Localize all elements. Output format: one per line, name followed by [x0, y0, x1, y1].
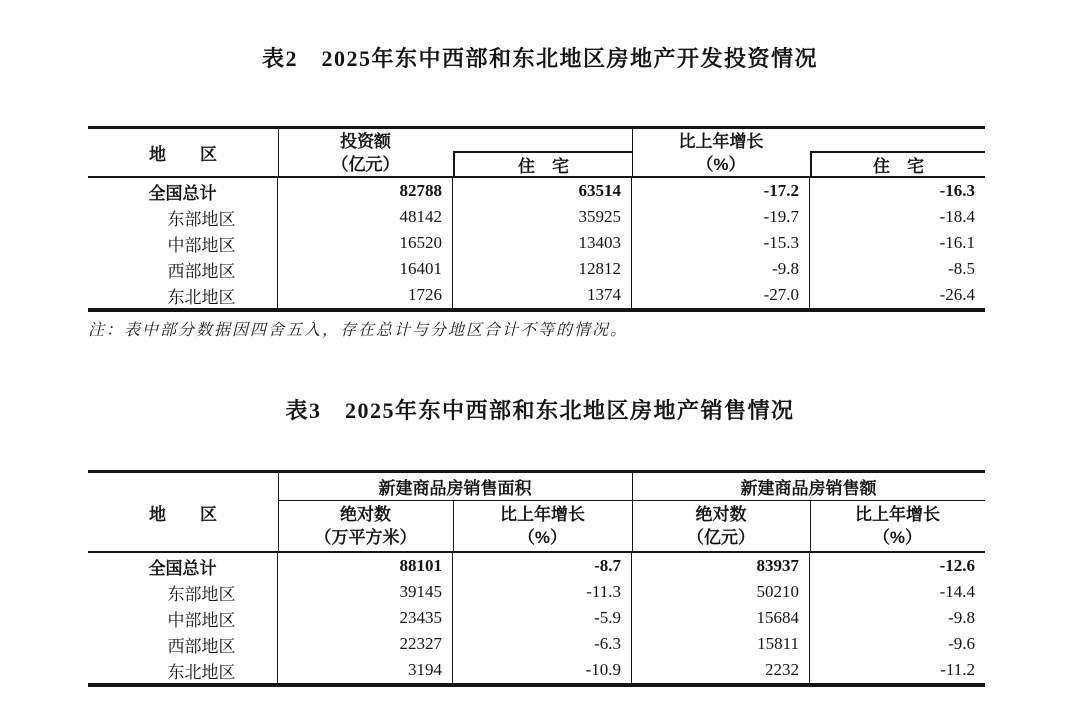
- region-cell: 中部地区: [88, 605, 278, 631]
- value-cell: 3194: [278, 657, 453, 683]
- table2-header: [88, 129, 985, 178]
- header-region-cell: 地 区: [149, 145, 217, 164]
- column-divider: [632, 473, 633, 551]
- region-cell: 全国总计: [88, 178, 278, 204]
- value-cell: -17.2: [632, 178, 810, 204]
- region-cell: 中部地区: [88, 230, 278, 256]
- value-cell: 22327: [278, 631, 453, 657]
- region-cell: 东北地区: [88, 657, 278, 683]
- region-cell: 东部地区: [88, 579, 278, 605]
- header-growth-cell: [632, 129, 810, 176]
- value-cell: -8.7: [453, 553, 632, 579]
- header-investment-line2: （亿元）: [331, 154, 400, 174]
- header-growth-line2: （%）: [696, 154, 746, 174]
- value-cell: 15684: [632, 605, 810, 631]
- value-cell: -14.4: [939, 582, 975, 601]
- value-cell: -18.4: [939, 207, 975, 226]
- header-residential-box-growth: [810, 151, 985, 176]
- header-investment-cell: [278, 129, 453, 176]
- value-cell: -12.6: [939, 556, 975, 575]
- header-growth-value-line1: 比上年增长: [855, 505, 940, 524]
- value-cell: -15.3: [632, 230, 810, 256]
- value-cell: -6.3: [453, 631, 632, 657]
- value-cell: 2232: [632, 657, 810, 683]
- value-cell: 39145: [278, 579, 453, 605]
- header-residential-label: 住 宅: [873, 157, 924, 176]
- header-group-value-cell: 新建商品房销售额: [740, 479, 877, 498]
- region-cell: 东部地区: [88, 204, 278, 230]
- column-divider: [632, 129, 633, 176]
- header-investment-line1: 投资额: [340, 131, 391, 151]
- value-cell: 23435: [278, 605, 453, 631]
- header-growth-line1: 比上年增长: [678, 131, 764, 151]
- header-region-cell: 地 区: [149, 504, 217, 524]
- value-cell: -27.0: [632, 282, 810, 308]
- value-cell: -9.8: [948, 608, 975, 627]
- table2-note: 注：表中部分数据因四舍五入，存在总计与分地区合计不等的情况。: [88, 322, 629, 339]
- value-cell: -9.6: [948, 634, 975, 653]
- header-growth-value-cell: [810, 501, 985, 551]
- value-cell: -5.9: [453, 605, 632, 631]
- region-cell: 西部地区: [88, 631, 278, 657]
- header-growth-area-cell: [453, 501, 632, 551]
- value-cell: 63514: [453, 178, 632, 204]
- table3-body: [88, 553, 985, 683]
- value-cell: -11.2: [940, 660, 975, 679]
- header-group-area-cell: 新建商品房销售面积: [378, 479, 532, 498]
- value-cell: -8.5: [948, 259, 975, 278]
- value-cell: -11.3: [453, 579, 632, 605]
- value-cell: 35925: [453, 204, 632, 230]
- header-abs-value-cell: [632, 501, 810, 551]
- value-cell: 1726: [278, 282, 453, 308]
- table2-title: 表2 2025年东中西部和东北地区房地产开发投资情况: [261, 46, 818, 71]
- value-cell: 88101: [278, 553, 453, 579]
- region-cell: 全国总计: [88, 553, 278, 579]
- value-cell: 16520: [278, 230, 453, 256]
- table3-title: 表3 2025年东中西部和东北地区房地产销售情况: [285, 398, 795, 423]
- header-abs-area-line2: （万平方米）: [314, 528, 417, 547]
- value-cell: -16.3: [939, 181, 975, 200]
- value-cell: 12812: [453, 256, 632, 282]
- value-cell: 16401: [278, 256, 453, 282]
- value-cell: 50210: [632, 579, 810, 605]
- header-abs-value-line2: （亿元）: [687, 528, 755, 547]
- table2: [88, 126, 985, 312]
- value-cell: 48142: [278, 204, 453, 230]
- value-cell: -9.8: [632, 256, 810, 282]
- header-abs-area-cell: [278, 501, 453, 551]
- value-cell: 1374: [453, 282, 632, 308]
- header-residential-label: 住 宅: [518, 157, 569, 176]
- column-divider: [278, 473, 279, 551]
- region-cell: 西部地区: [88, 256, 278, 282]
- value-cell: 83937: [632, 553, 810, 579]
- header-growth-area-line1: 比上年增长: [500, 505, 585, 524]
- header-growth-value-line2: （%）: [872, 528, 923, 547]
- region-cell: 东北地区: [88, 282, 278, 308]
- column-divider: [810, 501, 811, 551]
- table2-body: [88, 178, 985, 308]
- value-cell: -16.1: [939, 233, 975, 252]
- table3-header: [88, 473, 985, 553]
- column-divider: [278, 129, 279, 176]
- value-cell: -26.4: [939, 285, 975, 304]
- header-residential-box-investment: [453, 151, 632, 176]
- column-divider: [453, 501, 454, 551]
- header-abs-value-line1: 绝对数: [695, 505, 747, 524]
- table3: [88, 470, 985, 687]
- value-cell: 82788: [278, 178, 453, 204]
- value-cell: 13403: [453, 230, 632, 256]
- value-cell: -19.7: [632, 204, 810, 230]
- value-cell: -10.9: [453, 657, 632, 683]
- value-cell: 15811: [632, 631, 810, 657]
- header-abs-area-line1: 绝对数: [340, 505, 391, 524]
- header-growth-area-line2: （%）: [517, 528, 568, 547]
